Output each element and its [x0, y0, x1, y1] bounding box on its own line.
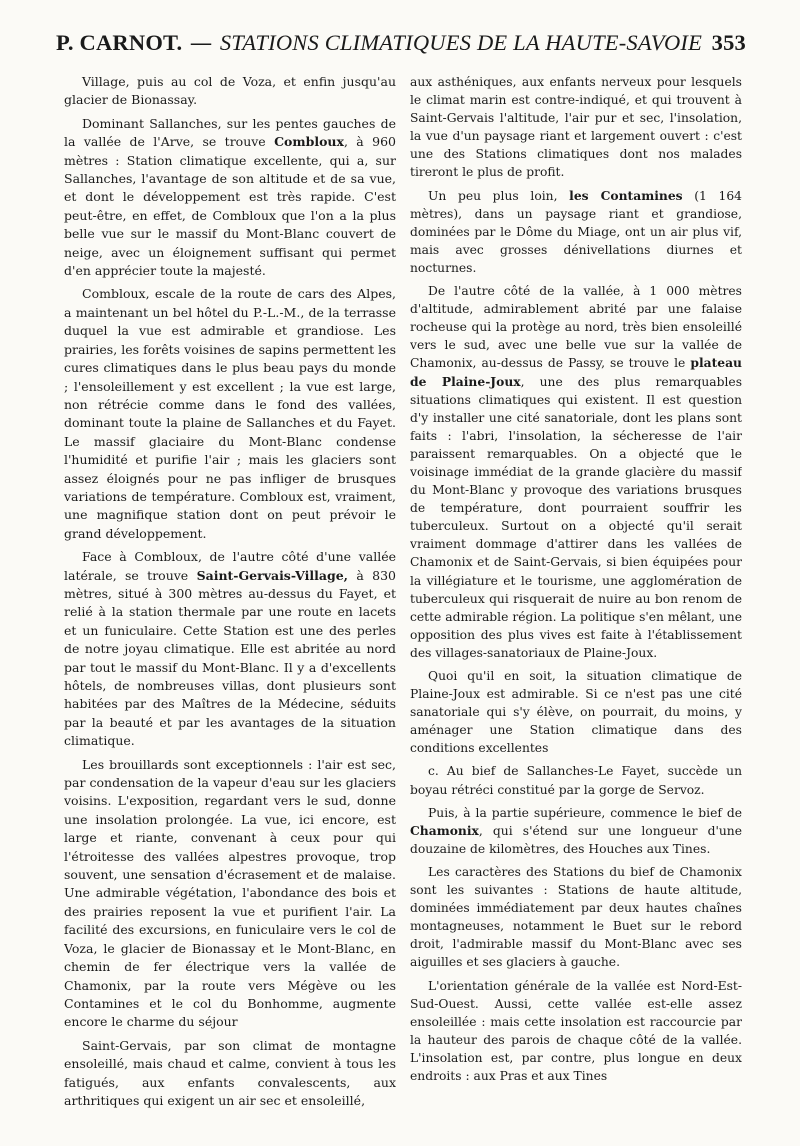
left-column: [64, 73, 396, 1118]
paragraph: [64, 548, 396, 750]
place-name: Chamonix: [410, 822, 479, 838]
paragraph-text: Dominant Sallanches, sur les pentes gauches de la vallée de l'Arve, se trouve: [64, 115, 396, 150]
page-number: 353: [711, 30, 746, 55]
paragraph: aux asthéniques, aux enfants nerveux pour lesquels le climat marin est contre-indiqué, et qui trouvent à Saint-Gervais l'altitude, l'air pur et sec, l'insolation, la vue d'un paysage riant et largement ouvert : c'est une des Stations climatiques dont nos malades tireront le plus de profit.: [410, 75, 742, 180]
header-author: P. CARNOT.: [56, 30, 183, 55]
paragraph: [410, 187, 742, 277]
place-name: les Contamines: [569, 187, 683, 203]
paragraph-text: , à 960 mètres : Station climatique excellente, qui a, sur Sallanches, l'avantage de son altitude et de sa vue, et dont le développement est très rapide. C'est peut-être, en effet, de Combloux que l'on a la plus belle vue sur le massif du Mont-Blanc couvert de neige, avec un éloignement suffisant qui permet d'en apprécier toute la majesté.: [64, 134, 396, 279]
paragraph: Village, puis au col de Voza, et enfin jusqu'au glacier de Bionassay.: [64, 74, 396, 108]
paragraph: Quoi qu'il en soit, la situation climatique de Plaine-Joux est admirable. Si ce n'est pas une cité sanatoriale qui s'y élève, on pourrait, du moins, y aménager une Station climatique dans des conditions excellentes: [410, 669, 742, 756]
paragraph-text: , une des plus remarquables situations climatiques qui existent. Il est question d'y installer une cité sanatoriale, dont les plans sont faits : l'abri, l'insolation, la sécheresse de l'air paraissent remarquables. On a objecté que le voisinage immédiat de la grande glacière du massif du Mont-Blanc y provoque des variations brusques de température, dont pourraient souffrir les tuberculeux. Surtout on a objecté qu'il serait vraiment dommage d'attirer dans les vallées de Chamonix et de Saint-Gervais, si bien équipées pour la villégiature et le tourisme, une agglomération de tuberculeux qui risquerait de nuire au bon renom de cette admirable région. La politique s'en mêlant, une opposition des plus vives est faite à l'établissement des villages-sanatoriaux de Plaine-Joux.: [410, 374, 742, 660]
paragraph-text: Puis, à la partie supérieure, commence le bief de: [428, 805, 742, 820]
paragraph: [64, 115, 396, 281]
paragraph: Combloux, escale de la route de cars des Alpes, a maintenant un bel hôtel du P.-L.-M., de la terrasse duquel la vue est admirable et grandiose. Les prairies, les forêts voisines de sapins permettent les cures climatiques dans le plus beau pays du monde ; l'ensoleillement y est excellent ; la vue est large, non rétrécie comme dans le fond des vallées, dominant toute la plaine de Sallanches et du Fayet. Le massif glaciaire du Mont-Blanc condense l'humidité et purifie l'air ; mais les glaciers sont assez éloignés pour ne pas infliger de brusques variations de température. Combloux est, vraiment, une magnifique station dont on peut prévoir le grand développement.: [64, 286, 396, 541]
paragraph-text: De l'autre côté de la vallée, à 1 000 mètres d'altitude, admirablement abrité par une falaise rocheuse qui la protège au nord, très bien ensoleillé vers le sud, avec une belle vue sur la vallée de Chamonix, au-dessus de Passy, se trouve le: [410, 284, 742, 371]
right-column: [410, 73, 742, 1118]
header-title: STATIONS CLIMATIQUES DE LA HAUTE-SAVOIE: [219, 30, 703, 55]
paragraph: [410, 282, 742, 662]
running-header: [56, 30, 746, 70]
paragraph-text: Un peu plus loin,: [428, 188, 570, 203]
paragraph-text: (1 164 mètres), dans un paysage riant et grandiose, dominées par le Dôme du Miage, ont un air plus vif, mais avec grosses dénivellations diurnes et nocturnes.: [410, 188, 742, 275]
header-dash: —: [189, 30, 213, 56]
paragraph: Les brouillards sont exceptionnels : l'air est sec, par condensation de la vapeur d'eau sur les glaciers voisins. L'exposition, regardant vers le sud, donne une insolation prolongée. La vue, ici encore, est large et riante, convenant à ceux pour qui l'étroitesse des vallées alpestres provoque, trop souvent, une sensation d'écrasement et de malaise. Une admirable végétation, l'abondance des bois et des prairies reposent la vue et purifient l'air. La facilité des excursions, en funiculaire vers le col de Voza, le glacier de Bionassay et le Mont-Blanc, en chemin de fer électrique vers la vallée de Chamonix, par la route vers Mégève ou les Contamines et le col du Bonhomme, augmente encore le charme du séjour: [64, 756, 396, 1030]
paragraph: L'orientation générale de la vallée est Nord-Est-Sud-Ouest. Aussi, cette vallée est-elle assez ensoleillée : mais cette insolation est raccourcie par la hauteur des parois de chaque côté de la vallée. L'insolation est, par contre, plus longue en deux endroits : aux Pras et aux Tines: [410, 978, 742, 1083]
place-name: Saint-Gervais-Village,: [196, 567, 348, 583]
paragraph: [410, 804, 742, 858]
place-name: plateau de Plaine-Joux: [410, 355, 742, 389]
paragraph: Les caractères des Stations du bief de Chamonix sont les suivantes : Stations de haute altitude, dominées immédiatement par deux hautes chaînes montagneuses, notamment le Buet sur le rebord droit, l'admirable massif du Mont-Blanc avec ses aiguilles et ses glaciers à gauche.: [410, 864, 742, 970]
paragraph: Saint-Gervais, par son climat de montagne ensoleillé, mais chaud et calme, convient à tous les fatigués, aux enfants convalescents, aux arthritiques qui exigent un air sec et ensoleillé,: [64, 1037, 396, 1108]
paragraph-text: Face à Combloux, de l'autre côté d'une vallée latérale, se trouve: [64, 549, 396, 583]
paragraph-text: à 830 mètres, situé à 300 mètres au-dessus du Fayet, et relié à la station thermale par une route en lacets et un funiculaire. Cette Station est une des perles de notre joyau climatique. Elle est abritée au nord par tout le massif du Mont-Blanc. Il y a d'excellents hôtels, de nombreuses villas, dont plusieurs sont habitées par des Maîtres de la Médecine, séduits par la beauté et par les avantages de la situation climatique.: [64, 567, 396, 749]
paragraph: c. Au bief de Sallanches-Le Fayet, succède un boyau rétréci constitué par la gorge de Servoz.: [410, 764, 742, 797]
place-name: Combloux: [274, 134, 344, 150]
paragraph-text: , qui s'étend sur une longueur d'une douzaine de kilomètres, des Houches aux Tines.: [410, 823, 742, 856]
